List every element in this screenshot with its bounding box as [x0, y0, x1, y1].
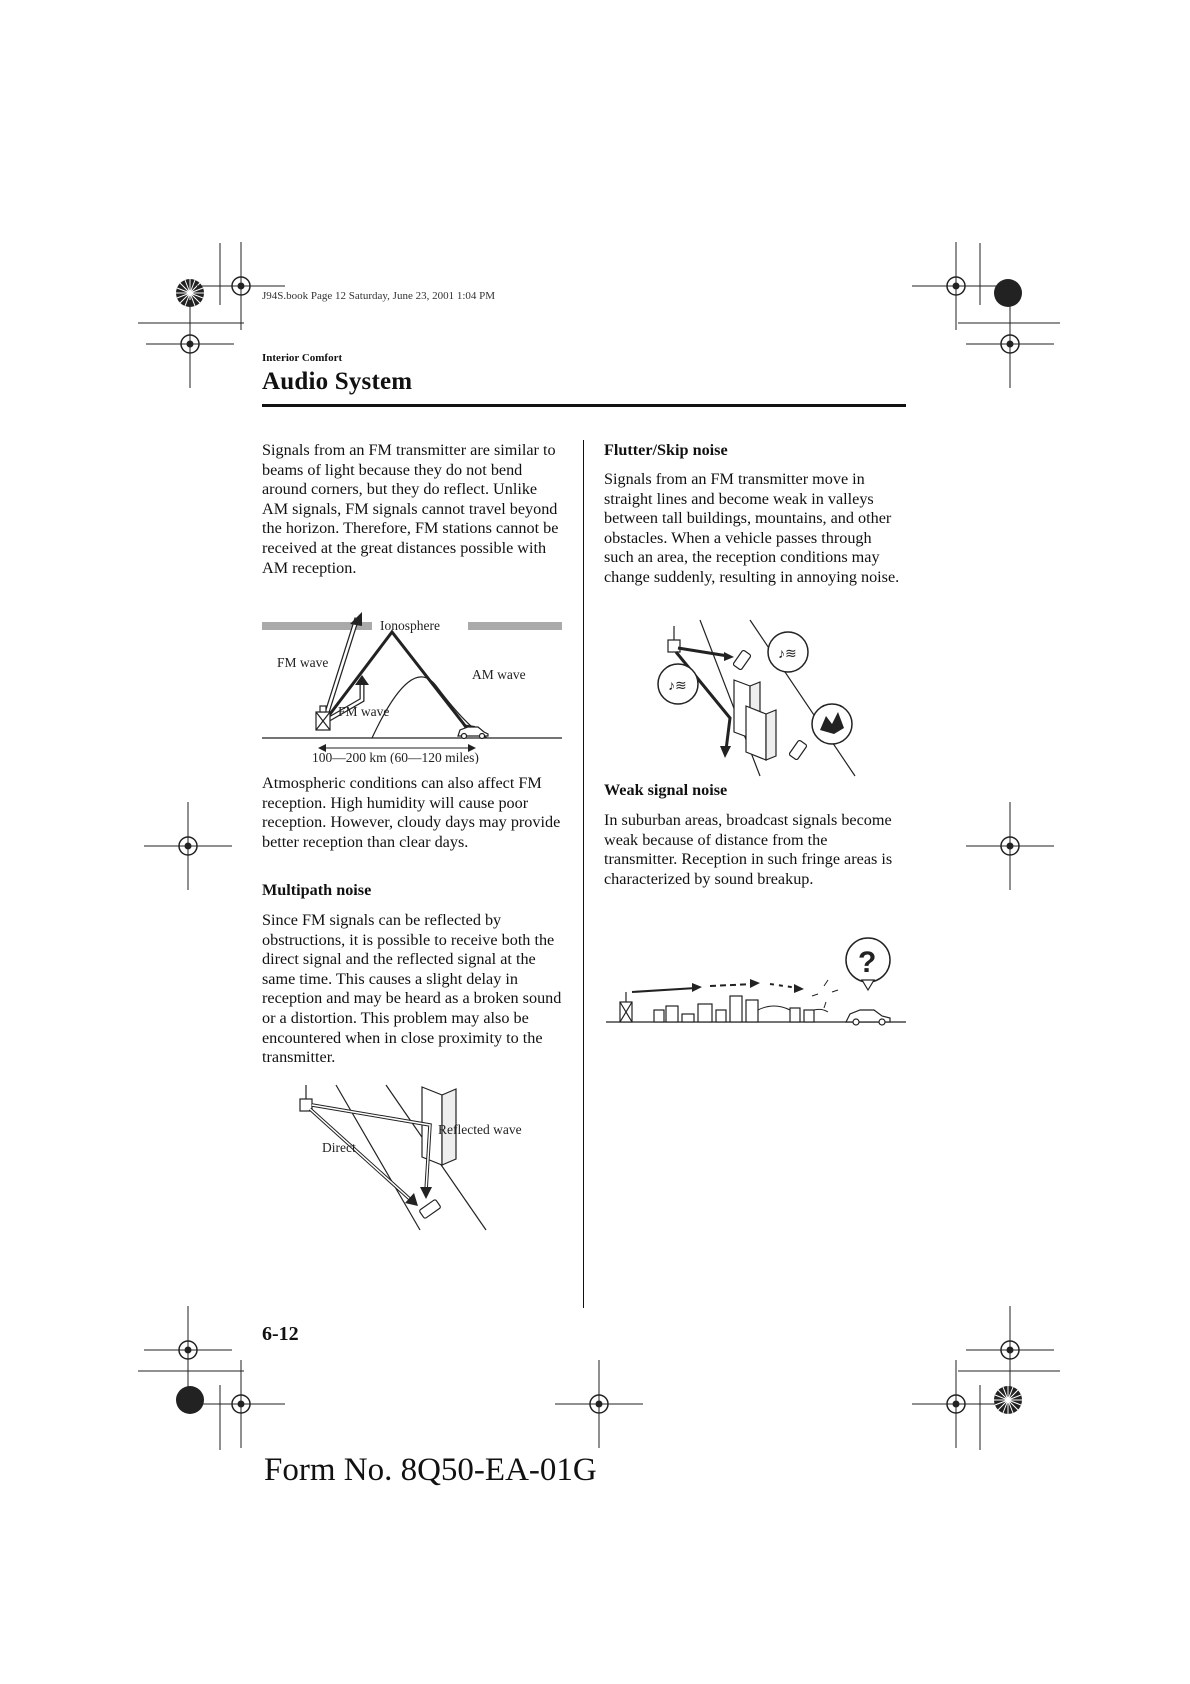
multipath-figure	[290, 1075, 540, 1235]
signal-fade	[812, 980, 838, 1008]
flutter-skip-figure	[650, 618, 870, 778]
weak-signal-heading: Weak signal noise	[604, 781, 728, 799]
multipath-paragraph: Since FM signals can be reflected by obstructions, it is possible to receive both the direct signal and the reflected signal at the same time. This causes a slight delay in reception and may be heard as a broken sound or a distortion. This problem may also be encountered when in close proximity to the transmitter.	[262, 911, 562, 1067]
ionosphere-label: Ionosphere	[380, 618, 440, 633]
fm-wave-top-label: FM wave	[277, 655, 329, 670]
car	[419, 1199, 441, 1219]
distance-label: 100—200 km (60—120 miles)	[312, 750, 479, 764]
flutter-skip-heading: Flutter/Skip noise	[604, 441, 728, 459]
am-wave-label: AM wave	[472, 667, 526, 682]
car	[846, 1010, 890, 1025]
reflected-wave-label: Reflected wave	[438, 1122, 522, 1137]
print-info: J94S.book Page 12 Saturday, June 23, 2001 1:04 PM	[262, 290, 496, 302]
weak-signal-figure	[606, 930, 906, 1030]
fm-wave-bottom-label: FM wave	[338, 704, 390, 719]
section-label: Interior Comfort	[262, 352, 343, 364]
road-edge-left	[336, 1085, 420, 1230]
fm-am-propagation-figure	[262, 612, 562, 764]
atmospheric-paragraph: Atmospheric conditions can also affect FM reception. High humidity will cause poor reception. However, cloudy days may provide better reception than clear days.	[262, 774, 561, 851]
page-title: Audio System	[262, 368, 413, 395]
page-number: 6-12	[262, 1323, 299, 1345]
title-rule	[262, 404, 906, 407]
city-buildings	[654, 996, 814, 1022]
noise-glyph: ♪≋	[778, 647, 797, 662]
weak-signal-paragraph: In suburban areas, broadcast signals become weak because of distance from the transmitter. Reception in such fringe areas is characterized by sound breakup.	[604, 811, 893, 888]
car-upper	[733, 650, 752, 670]
buildings	[734, 680, 776, 760]
column-divider	[583, 440, 584, 1308]
direct-label: Direct	[322, 1140, 356, 1155]
multipath-heading: Multipath noise	[262, 881, 372, 899]
flutter-skip-paragraph: Signals from an FM transmitter move in straight lines and become weak in valleys between tall buildings, mountains, and other obstacles. When a vehicle passes through such an area, the reception conditions may change suddenly, resulting in annoying noise.	[604, 470, 900, 586]
noise-glyph: ♪≋	[668, 679, 687, 694]
car-lower	[789, 740, 808, 760]
intro-paragraph: Signals from an FM transmitter are similar to beams of light because they do not bend around corners, but they do reflect. Unlike AM signals, FM signals cannot travel beyond the horizon. Therefore, FM stations cannot be received at the great distances possible with AM reception.	[262, 441, 559, 577]
question-mark-icon: ?	[858, 946, 877, 979]
transmitter	[300, 1085, 312, 1111]
transmitter	[620, 992, 632, 1022]
form-number: Form No. 8Q50-EA-01G	[264, 1452, 597, 1488]
